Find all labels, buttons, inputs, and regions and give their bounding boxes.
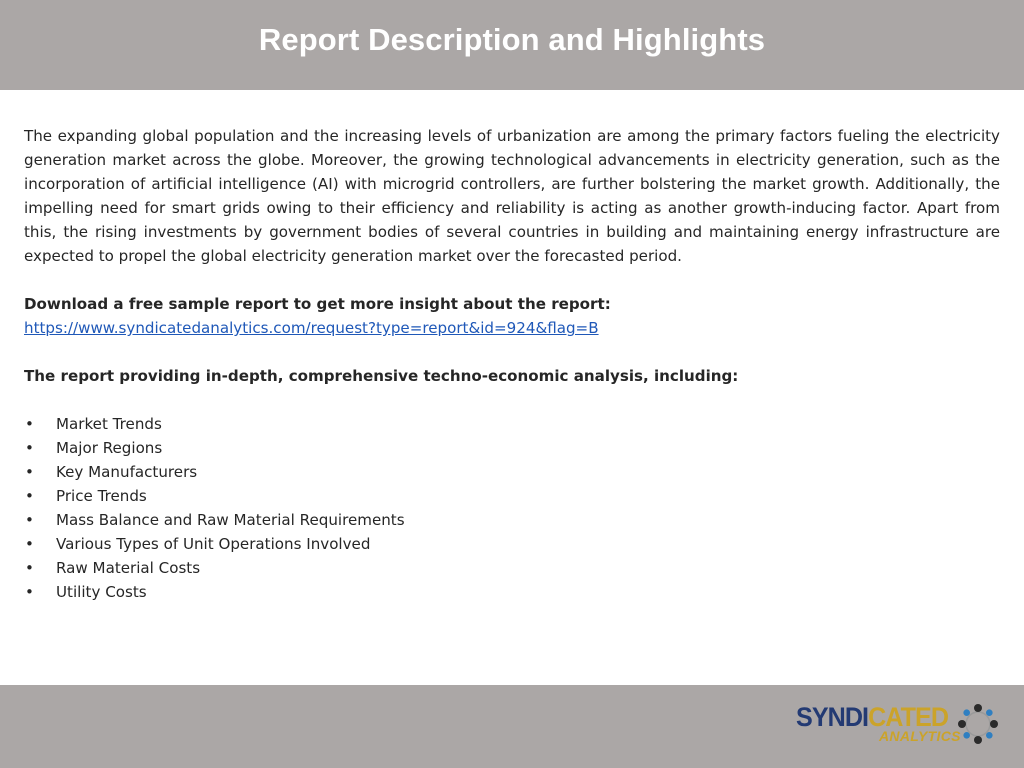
logo-subword: ANALYTICS — [879, 728, 961, 744]
emblem-dot — [958, 720, 966, 728]
syndicated-analytics-logo — [794, 700, 1004, 750]
page-title: Report Description and Highlights — [258, 22, 766, 57]
list-item-label: Utility Costs — [56, 583, 147, 601]
emblem-dot — [986, 732, 993, 739]
sample-report-link[interactable]: https://www.syndicatedanalytics.com/request?type=report&id=924&flag=B — [24, 319, 599, 337]
intro-paragraph: The expanding global population and the increasing levels of urbanization are among the primary factors fueling the electricity generation market across the globe. Moreover, the growing technological advancements in electricity generation, such as the incorporation of artificial intelligence (AI) with microgrid controllers, are further bolstering the market growth. Additionally, the impelling need for smart grids owing to their efficiency and reliability is acting as another growth-inducing factor. Apart from this, the rising investments by government bodies of several countries in building and maintaining energy infrastructure are expected to propel the global electricity generation market over the forecasted period. — [24, 127, 1000, 265]
emblem-dot — [990, 720, 998, 728]
list-item-label: Price Trends — [56, 487, 147, 505]
list-item-label: Mass Balance and Raw Material Requirements — [56, 511, 405, 529]
emblem-dot — [986, 709, 993, 716]
emblem-dot — [963, 709, 970, 716]
analysis-heading: The report providing in-depth, comprehensive techno-economic analysis, including: — [24, 367, 739, 385]
list-item — [24, 532, 1000, 556]
bullet-icon: • — [25, 535, 34, 553]
bullet-icon: • — [25, 487, 34, 505]
emblem-dot — [974, 736, 982, 744]
bullet-icon: • — [25, 583, 34, 601]
list-item — [24, 556, 1000, 580]
list-item-label: Major Regions — [56, 439, 163, 457]
logo-emblem-icon — [956, 702, 1000, 746]
highlights-list — [24, 412, 1000, 604]
list-item — [24, 460, 1000, 484]
list-item — [24, 412, 1000, 436]
bullet-icon: • — [25, 559, 34, 577]
list-item-label: Raw Material Costs — [56, 559, 201, 577]
list-item — [24, 436, 1000, 460]
bullet-icon: • — [25, 511, 34, 529]
bullet-icon: • — [25, 439, 34, 457]
download-heading: Download a free sample report to get more insight about the report: — [24, 295, 611, 313]
list-item-label: Market Trends — [56, 415, 162, 433]
bullet-icon: • — [25, 463, 34, 481]
logo-wordmark: SYNDICATED — [796, 702, 949, 732]
list-item-label: Key Manufacturers — [56, 463, 198, 481]
list-item — [24, 580, 1000, 604]
emblem-dot — [963, 732, 970, 739]
bullet-icon: • — [25, 415, 34, 433]
list-item-label: Various Types of Unit Operations Involved — [56, 535, 371, 553]
report-body — [24, 124, 1000, 604]
list-item — [24, 484, 1000, 508]
list-item — [24, 508, 1000, 532]
header-bar — [0, 0, 1024, 90]
emblem-dot — [974, 704, 982, 712]
